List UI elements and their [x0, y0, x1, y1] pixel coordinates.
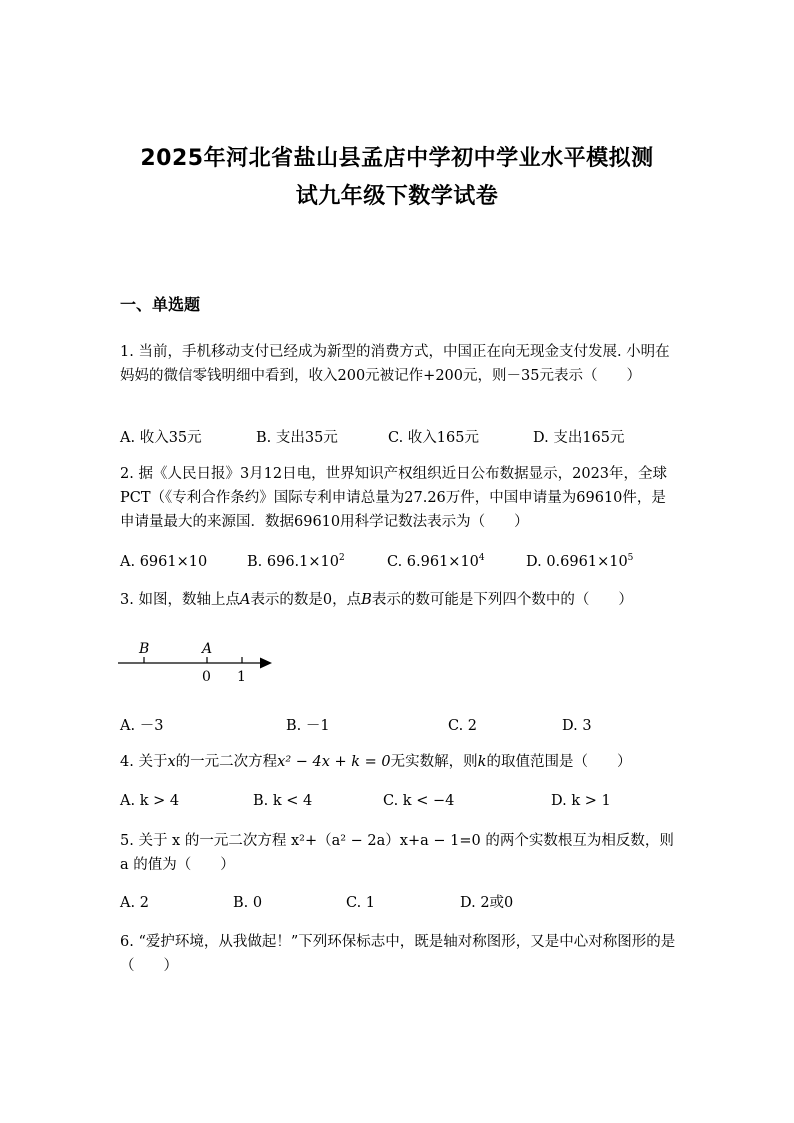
title-line-2: 试九年级下数学试卷: [295, 184, 499, 209]
question-4-options: [120, 789, 720, 813]
number-line-arrow: [260, 658, 272, 669]
option-c: C. 收入165元: [388, 430, 479, 446]
option-d: D. 2或0: [460, 895, 514, 911]
option-b: B. k < 4: [253, 793, 313, 809]
document-title: [60, 140, 734, 216]
question-1-options: [120, 426, 720, 450]
question-2-text: 2. 据《人民日报》3月12日电，世界知识产权组织近日公布数据显示，2023年，全球PCT（《专利合作条约》国际专利申请总量为27.26万件，中国申请量为69610件，是申请量最大的来源国．数据69610用科学记数法表示为（ ）: [120, 466, 668, 530]
question-5-options: [120, 891, 720, 915]
option-c: C. 1: [346, 895, 376, 911]
label-0: 0: [202, 669, 211, 685]
option-a: A. －3: [120, 718, 164, 734]
label-a: A: [202, 641, 213, 657]
option-b: B. 支出35元: [256, 430, 338, 446]
question-2-options: [120, 550, 720, 574]
option-c: C. k < −4: [383, 793, 455, 809]
option-a: A. 6961×10: [120, 554, 208, 570]
option-a: A. 收入35元: [120, 430, 202, 446]
question-4-text: 4. 关于x的一元二次方程x² − 4x + k = 0无实数解，则k的取值范围是（ ）: [120, 754, 632, 770]
number-line-figure: [116, 636, 286, 692]
label-1: 1: [237, 669, 246, 685]
option-b: B. $696.1\times 10^2$: [247, 553, 345, 570]
option-d: D. $0.6961\times 10^5$: [526, 553, 634, 570]
option-c: C. $6.961\times 10^4$: [387, 553, 485, 570]
option-a: A. k > 4: [120, 793, 180, 809]
label-b: B: [139, 641, 150, 657]
question-6-text: 6. “爱护环境，从我做起！”下列环保标志中，既是轴对称图形，又是中心对称图形的是（ ）: [120, 934, 676, 974]
option-d: D. 3: [562, 718, 592, 734]
title-line-1: 2025年河北省盐山县孟店中学初中学业水平模拟测: [140, 146, 654, 171]
option-b: B. －1: [286, 718, 330, 734]
option-c: C. 2: [448, 718, 478, 734]
question-5-text: 5. 关于 x 的一元二次方程 x²+（a² − 2a）x+a − 1=0 的两个实数根互为相反数，则 a 的值为（ ）: [120, 833, 674, 873]
section-heading: 一、单选题: [120, 295, 201, 314]
option-b: B. 0: [233, 895, 263, 911]
option-d: D. k > 1: [551, 793, 611, 809]
question-3-text: 3. 如图，数轴上点A表示的数是0，点B表示的数可能是下列四个数中的（ ）: [120, 592, 633, 608]
question-3-options: [120, 714, 720, 738]
option-a: A. 2: [120, 895, 149, 911]
option-d: D. 支出165元: [533, 430, 625, 446]
question-1-text: 1. 当前，手机移动支付已经成为新型的消费方式，中国正在向无现金支付发展. 小明在妈妈的微信零钱明细中看到，收入200元被记作+200元，则－35元表示（ ）: [120, 344, 670, 384]
